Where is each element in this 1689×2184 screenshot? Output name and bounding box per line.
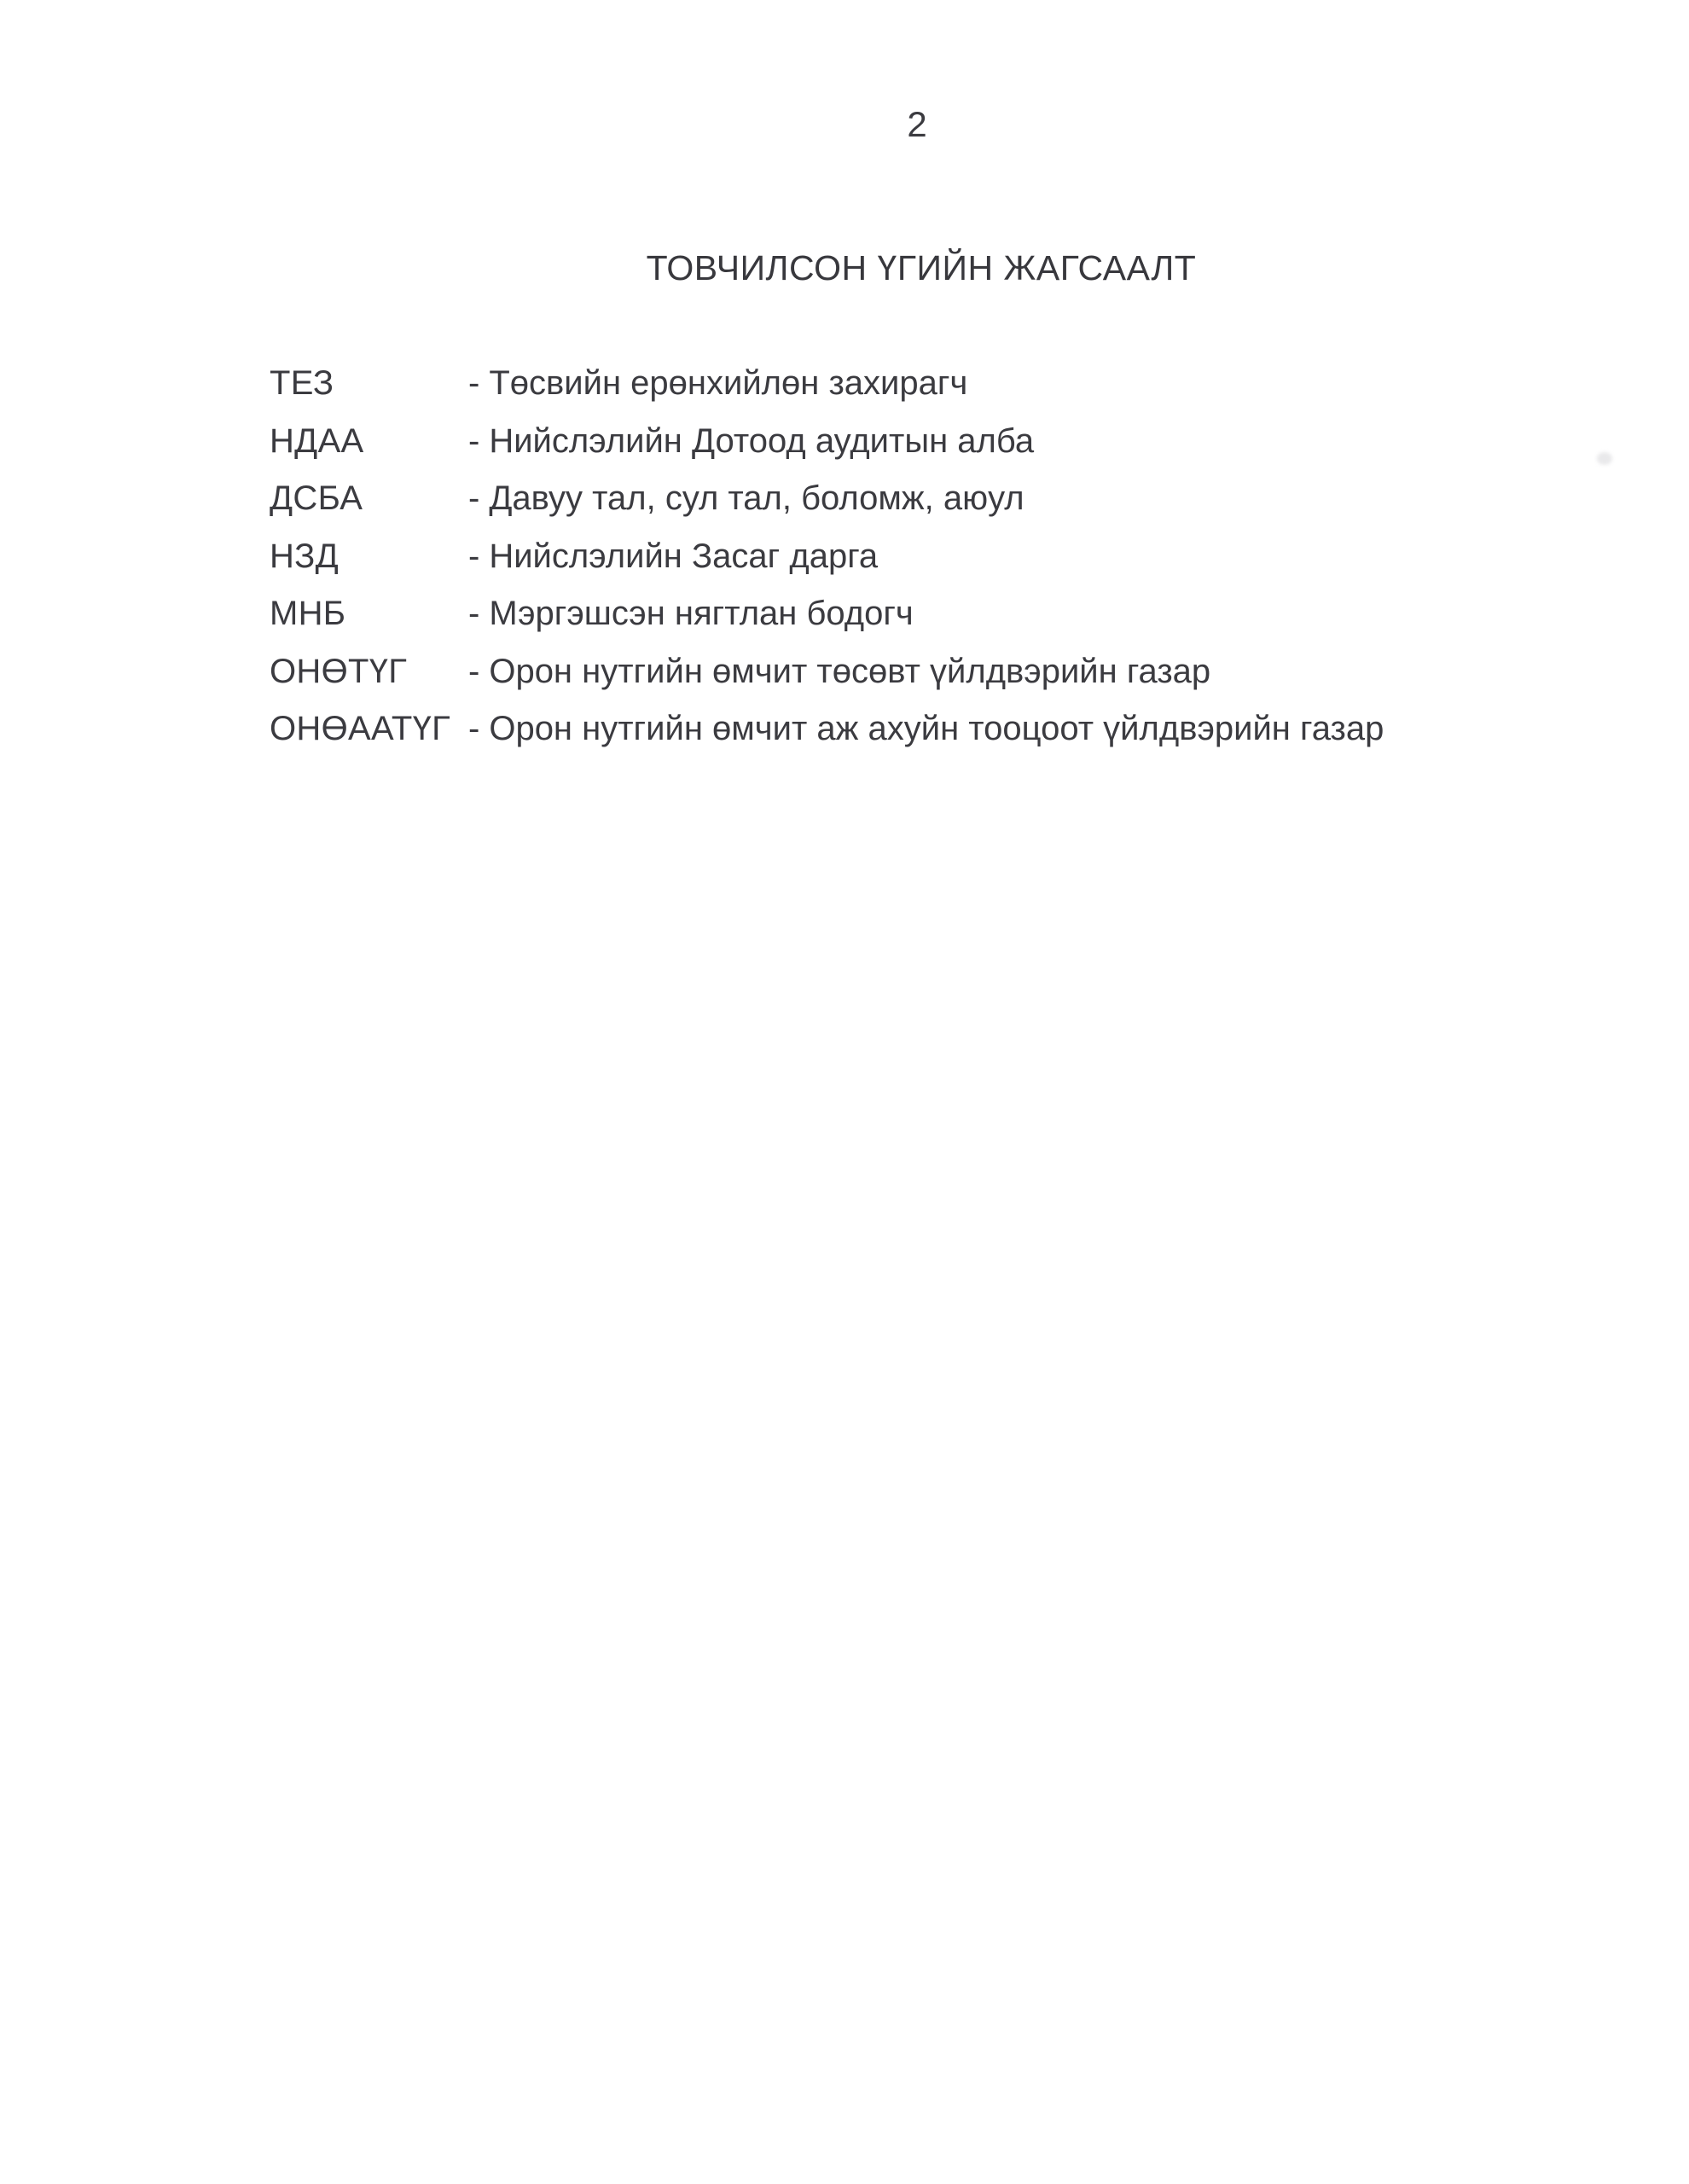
dash-separator: - [468,710,480,747]
abbreviation-meaning [468,585,1655,643]
abbreviation-meaning-text: Мэргэшсэн нягтлан бодогч [489,595,914,632]
dash-separator: - [468,595,480,632]
dash-separator: - [468,364,480,402]
abbreviation-meaning [468,413,1655,471]
abbreviation-term: ТЕЗ [270,364,334,402]
abbreviation-meaning-text: Орон нутгийн өмчит аж ахуйн тооцоот үйлдвэрийн газар [489,710,1384,747]
dash-separator: - [468,421,480,460]
page-title: ТОВЧИЛСОН ҮГИЙН ЖАГСААЛТ [646,248,1197,288]
abbreviation-list [270,355,1655,758]
dash-separator: - [468,652,480,690]
abbreviation-meaning-text: Орон нутгийн өмчит төсөвт үйлдвэрийн газар [489,652,1211,690]
abbreviation-term: НДАА [270,421,364,460]
abbreviation-term: МНБ [270,595,346,632]
scan-artifact-mark [1597,452,1612,465]
abbreviation-row [270,413,1655,471]
page-number: 2 [907,104,927,144]
dash-separator: - [468,537,480,575]
abbreviation-meaning [468,355,1655,413]
abbreviation-row [270,470,1655,528]
abbreviation-row [270,700,1655,758]
abbreviation-meaning-text: Давуу тал, сул тал, боломж, аюул [489,479,1024,517]
abbreviation-meaning-text: Нийслэлийн Засаг дарга [489,537,879,575]
abbreviation-row [270,528,1655,586]
abbreviation-meaning [468,643,1655,701]
abbreviation-meaning [468,470,1655,528]
abbreviation-term: ДСБА [270,479,363,517]
abbreviation-meaning-text: Нийслэлийн Дотоод аудитын алба [489,421,1035,460]
abbreviation-row [270,585,1655,643]
abbreviation-row [270,643,1655,701]
abbreviation-term: ОНӨААТҮГ [270,710,451,747]
abbreviation-row [270,355,1655,413]
abbreviation-meaning [468,700,1655,758]
abbreviation-meaning-text: Төсвийн ерөнхийлөн захирагч [489,364,968,402]
abbreviation-term: НЗД [270,537,340,575]
abbreviation-meaning [468,528,1655,586]
abbreviation-term: ОНӨТҮГ [270,652,408,690]
dash-separator: - [468,479,480,517]
